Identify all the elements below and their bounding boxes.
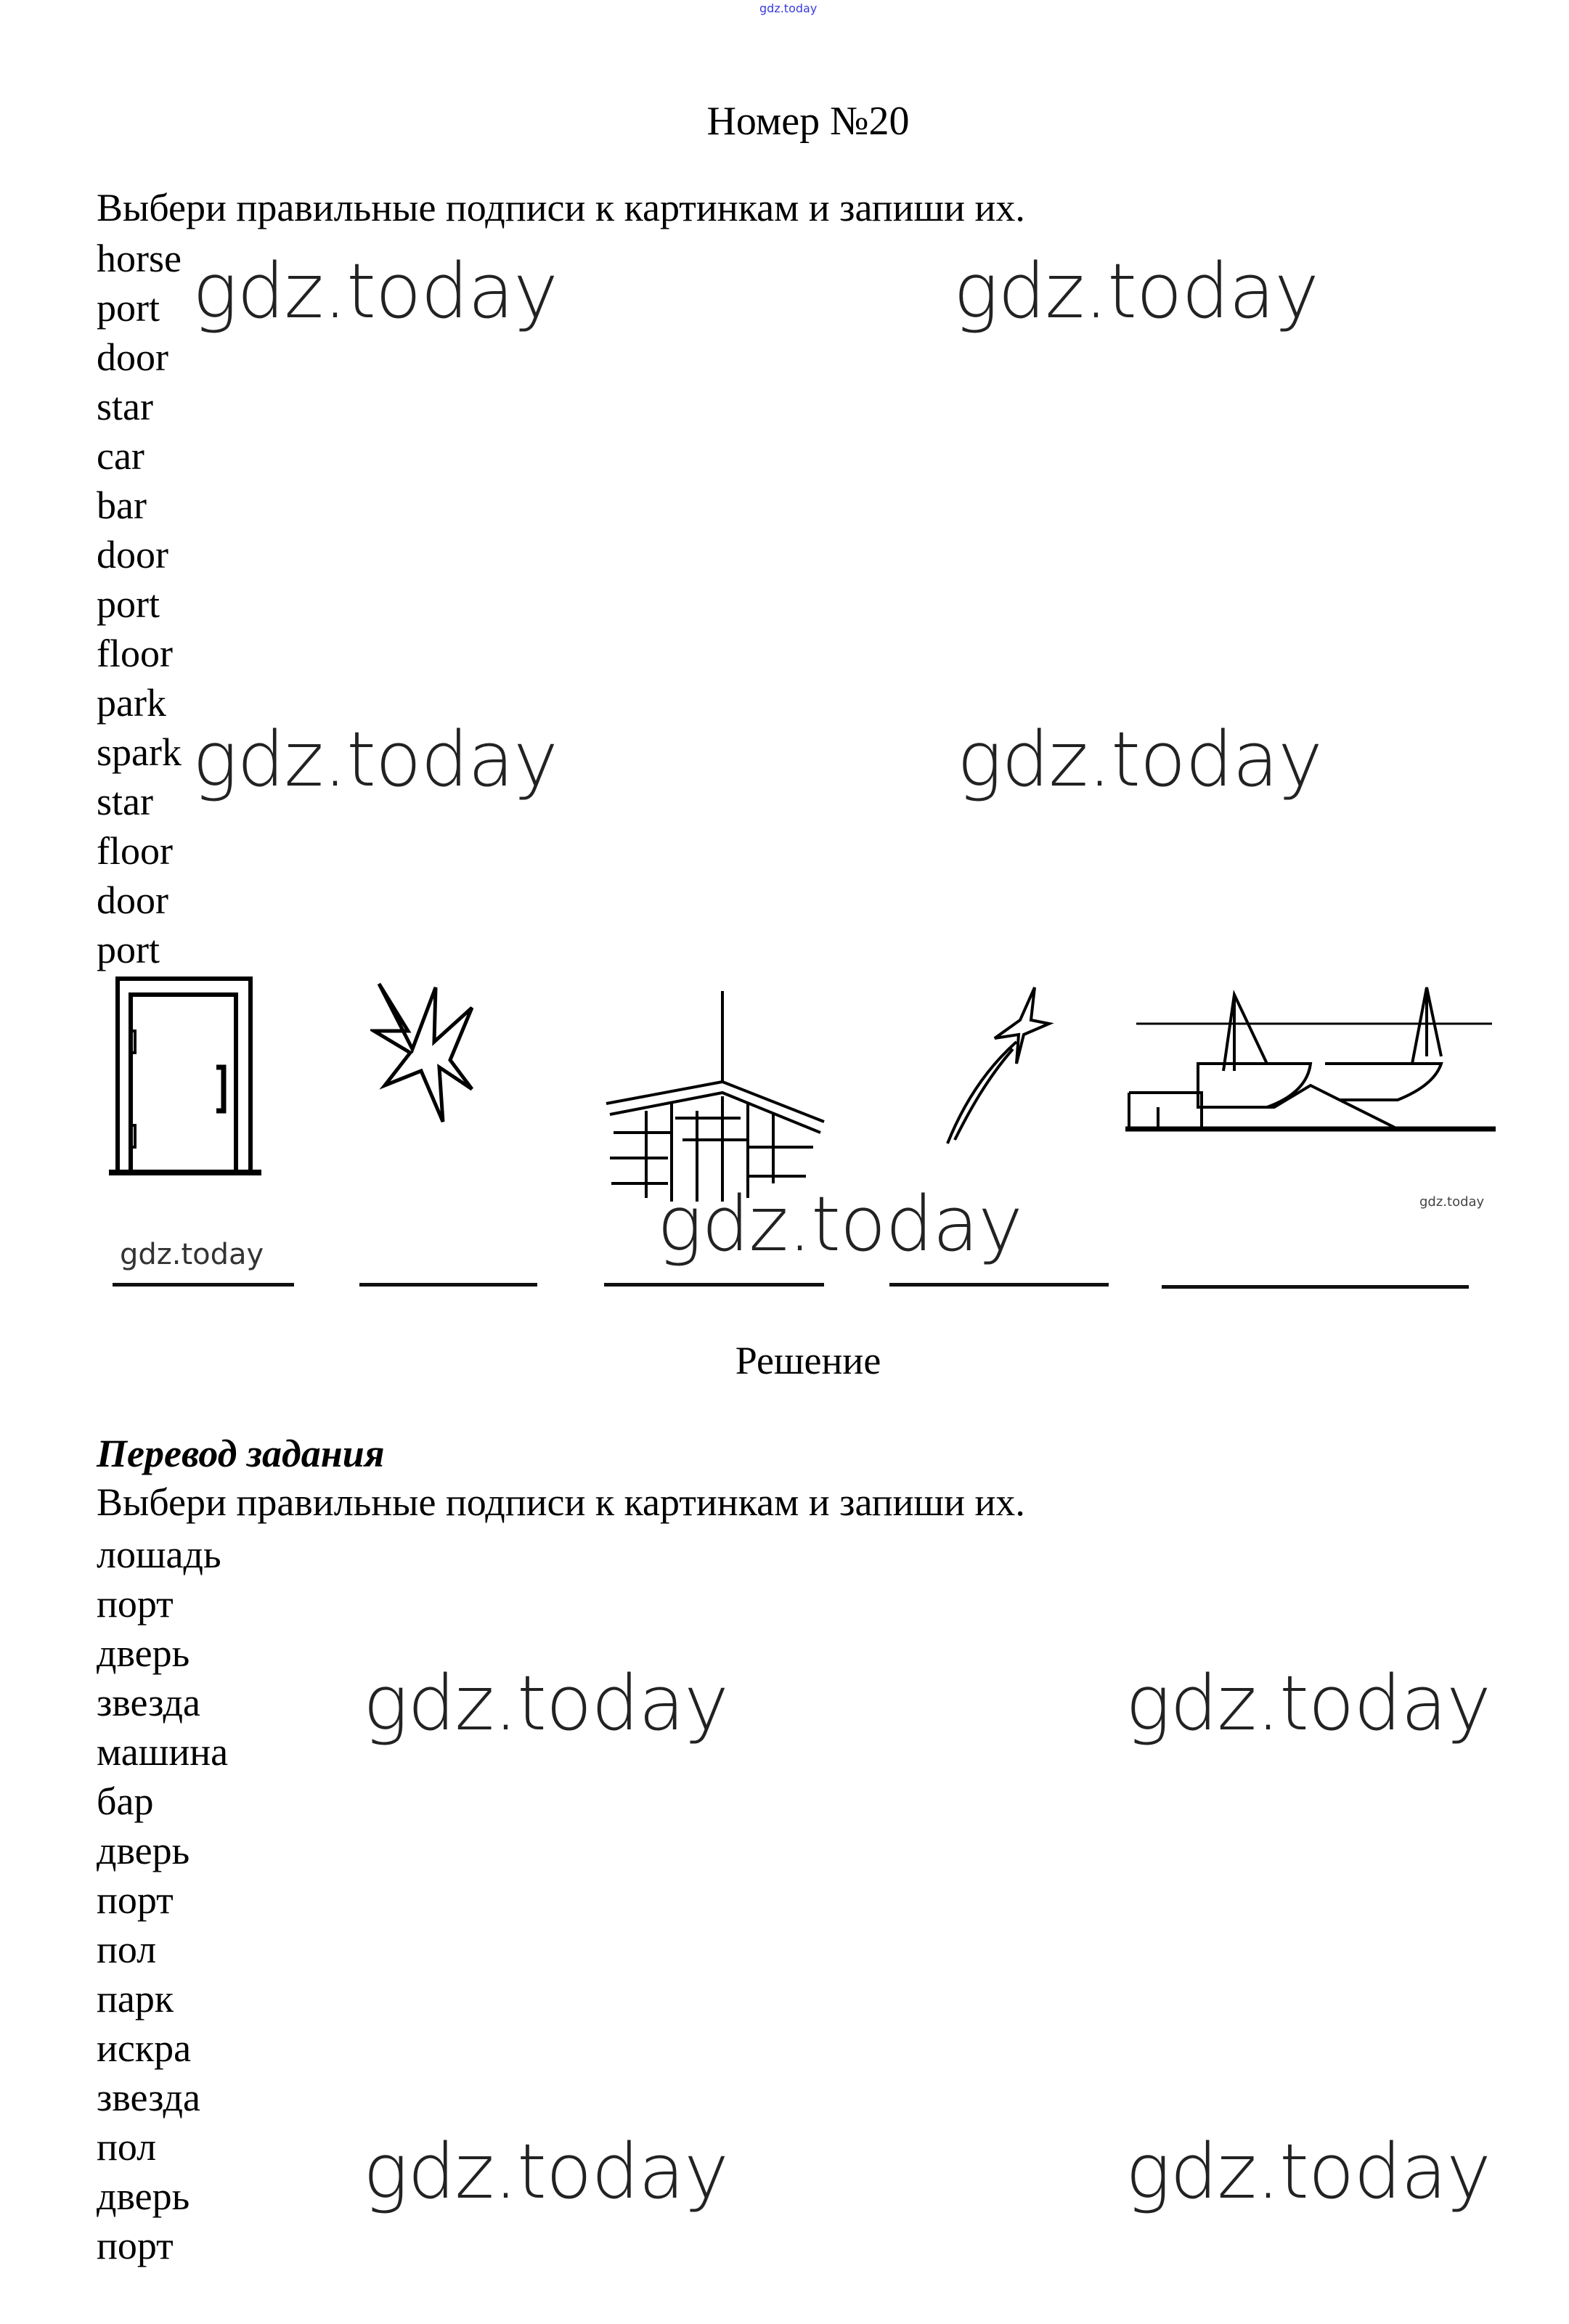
watermark: gdz.today bbox=[657, 1180, 1022, 1268]
word: искра bbox=[97, 2026, 192, 2070]
word: port bbox=[97, 928, 160, 971]
answer-line-4[interactable] bbox=[889, 1283, 1109, 1287]
answer-line-2[interactable] bbox=[359, 1283, 537, 1287]
word: порт bbox=[97, 1582, 174, 1626]
answer-line-5[interactable] bbox=[1162, 1285, 1469, 1289]
spark-picture bbox=[926, 984, 1071, 1147]
floor-picture bbox=[603, 987, 828, 1205]
word: звезда bbox=[97, 2076, 200, 2119]
watermark: gdz.today bbox=[363, 2127, 728, 2216]
word: звезда bbox=[97, 1681, 200, 1724]
word: car bbox=[97, 434, 144, 478]
answer-line-3[interactable] bbox=[604, 1283, 824, 1287]
watermark: gdz.today bbox=[1419, 1194, 1485, 1210]
watermark: gdz.today bbox=[953, 247, 1319, 335]
page-title: Номер №20 bbox=[706, 99, 910, 144]
word-list bbox=[97, 234, 182, 974]
word: star bbox=[97, 385, 153, 428]
watermark: gdz.today bbox=[1125, 1659, 1491, 1748]
word: дверь bbox=[97, 2174, 190, 2218]
translation-instruction: Выбери правильные подписи к картинкам и запиши их. bbox=[97, 1480, 1025, 1524]
word: порт bbox=[97, 1878, 174, 1922]
watermark: gdz.today bbox=[363, 1659, 728, 1748]
word: floor bbox=[97, 829, 173, 873]
word: door bbox=[97, 533, 168, 576]
word: star bbox=[97, 780, 153, 823]
translation-heading: Перевод задания bbox=[97, 1432, 385, 1475]
translated-word-list bbox=[97, 1530, 228, 2271]
word: пол bbox=[97, 2125, 157, 2169]
word: машина bbox=[97, 1730, 229, 1774]
solution-heading: Решение bbox=[735, 1339, 881, 1382]
word: бар bbox=[97, 1779, 154, 1823]
watermark: gdz.today bbox=[192, 715, 558, 804]
watermark: gdz.today bbox=[957, 715, 1322, 804]
star-picture bbox=[370, 980, 508, 1125]
word: дверь bbox=[97, 1829, 190, 1872]
watermark: gdz.today bbox=[1125, 2127, 1491, 2216]
word: spark bbox=[97, 730, 182, 774]
port-picture bbox=[1122, 984, 1499, 1140]
word: парк bbox=[97, 1977, 174, 2021]
word: park bbox=[97, 681, 166, 725]
word: horse bbox=[97, 237, 182, 280]
word: bar bbox=[97, 484, 147, 527]
watermark: gdz.today bbox=[120, 1238, 264, 1271]
word: порт bbox=[97, 2224, 174, 2267]
answer-line-1[interactable] bbox=[113, 1283, 294, 1287]
door-picture bbox=[109, 973, 261, 1176]
word: пол bbox=[97, 1928, 157, 1971]
word: дверь bbox=[97, 1631, 190, 1675]
word: floor bbox=[97, 632, 173, 675]
word: port bbox=[97, 582, 160, 626]
word: door bbox=[97, 335, 168, 379]
word: door bbox=[97, 878, 168, 922]
word: лошадь bbox=[97, 1533, 221, 1576]
word: port bbox=[97, 286, 160, 330]
task-instruction: Выбери правильные подписи к картинкам и запиши их. bbox=[97, 186, 1025, 229]
watermark: gdz.today bbox=[759, 1, 818, 15]
watermark: gdz.today bbox=[192, 247, 558, 335]
